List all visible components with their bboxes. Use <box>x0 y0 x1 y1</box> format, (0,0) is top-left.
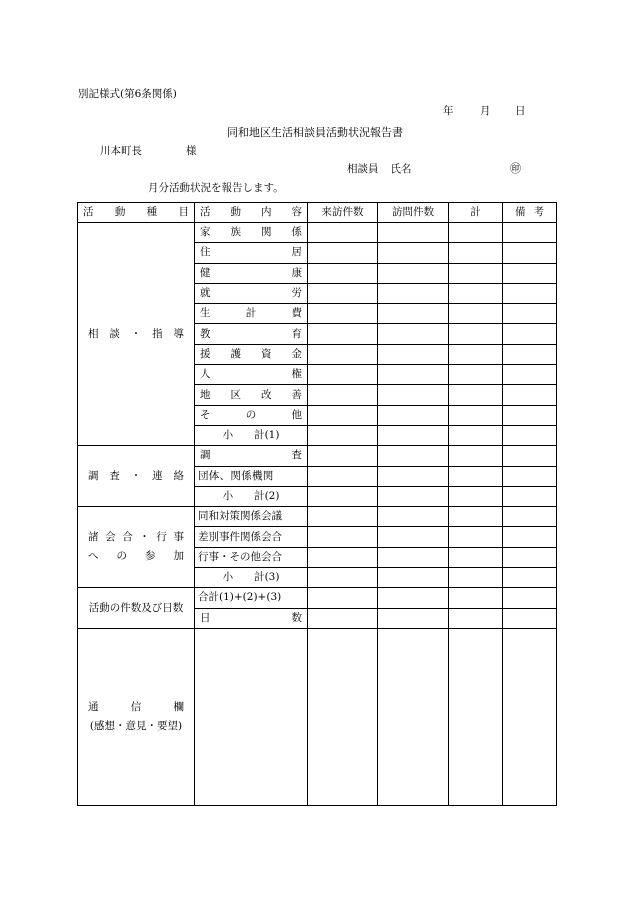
glyph: 欄 <box>173 700 184 713</box>
glyph: 健 <box>200 266 211 279</box>
glyph: 居 <box>291 246 302 259</box>
glyph: 住 <box>200 246 211 259</box>
glyph: 教 <box>200 327 211 340</box>
count-cell[interactable] <box>449 568 503 588</box>
counselor-role: 相談員 <box>347 163 379 175</box>
report-statement: 月分活動状況を報告します。 <box>148 182 284 194</box>
glyph: 会 <box>105 531 116 544</box>
count-cell[interactable] <box>449 263 503 283</box>
remarks-cell[interactable] <box>308 628 378 805</box>
item-cell <box>195 446 308 466</box>
glyph: 日 <box>200 611 211 624</box>
glyph: 改 <box>261 388 272 401</box>
count-cell[interactable] <box>378 608 449 628</box>
count-cell[interactable] <box>378 507 449 527</box>
count-cell[interactable] <box>378 385 449 405</box>
count-cell[interactable] <box>449 243 503 263</box>
count-cell[interactable] <box>308 263 378 283</box>
item-cell: 差別事件関係会合 <box>195 527 308 547</box>
glyph: 族 <box>230 226 241 239</box>
count-cell[interactable] <box>503 223 557 243</box>
count-cell[interactable] <box>308 304 378 324</box>
count-cell[interactable] <box>378 344 449 364</box>
category-investigation <box>78 446 195 507</box>
count-cell[interactable] <box>449 588 503 608</box>
glyph: 係 <box>291 226 302 239</box>
glyph: 金 <box>291 347 302 360</box>
table-row <box>78 588 557 608</box>
remarks-cell[interactable] <box>195 628 308 805</box>
count-cell[interactable] <box>308 283 378 303</box>
col-header-total: 計 <box>449 203 503 223</box>
count-cell[interactable] <box>449 344 503 364</box>
subtotal-label: 小 計 <box>222 490 265 502</box>
subtotal-number: (1) <box>264 429 280 442</box>
glyph: 就 <box>200 287 211 300</box>
glyph: 諸 <box>88 531 99 544</box>
glyph: ・ <box>139 531 150 544</box>
item-cell: 団体、関係機関 <box>195 466 308 486</box>
count-cell[interactable] <box>503 588 557 608</box>
glyph: 活 <box>200 206 211 218</box>
glyph: 事 <box>173 531 184 544</box>
count-cell[interactable] <box>503 405 557 425</box>
seal-mark: ㊞ <box>510 162 521 175</box>
activity-report-table <box>77 202 557 806</box>
count-cell[interactable] <box>449 283 503 303</box>
count-cell[interactable] <box>378 405 449 425</box>
count-cell[interactable] <box>503 425 557 445</box>
glyph: 活 <box>83 206 94 218</box>
count-cell[interactable] <box>449 223 503 243</box>
subtotal-label: 小 計 <box>222 429 265 442</box>
count-cell[interactable] <box>378 425 449 445</box>
subtotal-number: (3) <box>264 571 280 584</box>
glyph: の <box>116 550 127 563</box>
count-cell[interactable] <box>503 263 557 283</box>
glyph: 談 <box>109 327 120 340</box>
glyph: 信 <box>130 700 142 713</box>
date-year-label: 年 <box>443 105 454 117</box>
count-cell[interactable] <box>449 507 503 527</box>
glyph: 善 <box>291 388 302 401</box>
count-cell[interactable] <box>378 527 449 547</box>
subtotal-1-label <box>195 425 308 445</box>
count-cell[interactable] <box>378 243 449 263</box>
form-type-label: 別記様式(第6条関係) <box>78 88 177 100</box>
count-cell[interactable] <box>449 608 503 628</box>
glyph: 他 <box>291 408 302 421</box>
glyph: 家 <box>200 226 211 239</box>
glyph: 考 <box>533 206 544 218</box>
count-cell[interactable] <box>378 466 449 486</box>
glyph: そ <box>200 408 211 421</box>
count-cell[interactable] <box>503 324 557 344</box>
count-cell[interactable] <box>449 304 503 324</box>
glyph: ・ <box>130 327 142 340</box>
subtotal-label: 小 計 <box>222 571 265 584</box>
category-consultation <box>78 223 195 446</box>
count-cell[interactable] <box>378 304 449 324</box>
document-title: 同和地区生活相談員活動状況報告書 <box>227 126 403 139</box>
count-cell[interactable] <box>503 304 557 324</box>
glyph: 容 <box>291 206 302 218</box>
glyph: 参 <box>145 550 156 563</box>
count-cell[interactable] <box>378 324 449 344</box>
count-cell[interactable] <box>308 446 378 466</box>
count-cell[interactable] <box>449 365 503 385</box>
count-cell[interactable] <box>449 385 503 405</box>
count-cell[interactable] <box>308 385 378 405</box>
glyph: 援 <box>200 347 211 360</box>
count-cell[interactable] <box>308 527 378 547</box>
glyph: 絡 <box>173 469 184 482</box>
count-cell[interactable] <box>449 324 503 344</box>
glyph: 関 <box>261 226 272 239</box>
count-cell[interactable] <box>503 507 557 527</box>
addressee-name: 川本町長 <box>100 145 142 157</box>
glyph: 通 <box>88 700 99 713</box>
count-cell[interactable] <box>308 568 378 588</box>
subtotal-3-label <box>195 568 308 588</box>
count-cell[interactable] <box>503 385 557 405</box>
glyph: へ <box>88 550 99 563</box>
glyph: 目 <box>178 206 189 218</box>
addressee <box>100 143 197 158</box>
count-cell[interactable] <box>503 568 557 588</box>
count-cell[interactable] <box>449 486 503 506</box>
category-meetings <box>78 507 195 588</box>
count-cell[interactable] <box>503 365 557 385</box>
count-cell[interactable] <box>378 547 449 567</box>
item-cell <box>195 243 308 263</box>
count-cell[interactable] <box>503 446 557 466</box>
glyph: 資 <box>261 347 272 360</box>
glyph: 調 <box>200 449 211 462</box>
col-header-visits-received: 来訪件数 <box>308 203 378 223</box>
glyph: 合 <box>122 531 133 544</box>
col-header-category <box>78 203 195 223</box>
count-cell[interactable] <box>308 588 378 608</box>
glyph: 費 <box>291 307 302 320</box>
glyph: 計 <box>245 307 257 320</box>
col-header-content <box>195 203 308 223</box>
item-cell <box>195 223 308 243</box>
glyph: 区 <box>230 388 241 401</box>
count-cell[interactable] <box>449 547 503 567</box>
glyph: 内 <box>261 206 272 218</box>
glyph: 動 <box>114 206 126 218</box>
count-cell[interactable] <box>378 568 449 588</box>
glyph: 動 <box>230 206 241 218</box>
count-cell[interactable] <box>378 263 449 283</box>
item-cell <box>195 283 308 303</box>
table-row <box>78 223 557 243</box>
count-cell[interactable] <box>308 405 378 425</box>
glyph: 備 <box>515 206 526 218</box>
count-cell[interactable] <box>308 365 378 385</box>
count-cell[interactable] <box>503 344 557 364</box>
count-cell[interactable] <box>308 243 378 263</box>
glyph: 権 <box>291 368 302 381</box>
item-cell: 同和対策関係会議 <box>195 507 308 527</box>
item-cell <box>195 365 308 385</box>
glyph: 種 <box>146 206 158 218</box>
item-cell <box>195 263 308 283</box>
addressee-honorific: 様 <box>186 145 197 157</box>
remarks-cell[interactable] <box>449 628 503 805</box>
glyph: 指 <box>152 327 163 340</box>
count-cell[interactable] <box>308 425 378 445</box>
count-cell[interactable] <box>503 283 557 303</box>
col-header-remarks <box>503 203 557 223</box>
item-cell <box>195 385 308 405</box>
count-cell[interactable] <box>449 446 503 466</box>
count-cell[interactable] <box>378 486 449 506</box>
count-cell[interactable] <box>503 486 557 506</box>
count-cell[interactable] <box>308 486 378 506</box>
glyph: 加 <box>173 550 184 563</box>
category-communication <box>78 628 195 805</box>
glyph: 行 <box>156 531 167 544</box>
count-cell[interactable] <box>378 283 449 303</box>
count-cell[interactable] <box>308 223 378 243</box>
item-cell <box>195 344 308 364</box>
communication-sub: (感想・意見・要望) <box>89 719 183 732</box>
grand-total-label: 合計(1)+(2)+(3) <box>195 588 308 608</box>
glyph: 調 <box>88 469 99 482</box>
count-cell[interactable] <box>308 324 378 344</box>
glyph: 相 <box>88 327 99 340</box>
count-cell[interactable] <box>378 446 449 466</box>
table-header-row <box>78 203 557 223</box>
date-month-label: 月 <box>480 105 491 117</box>
glyph: 地 <box>200 388 211 401</box>
glyph: 導 <box>173 327 184 340</box>
glyph: 護 <box>230 347 241 360</box>
item-cell <box>195 304 308 324</box>
count-cell[interactable] <box>308 344 378 364</box>
glyph: 康 <box>291 266 302 279</box>
count-cell[interactable] <box>308 608 378 628</box>
item-cell: 行事・その他会合 <box>195 547 308 567</box>
glyph: 育 <box>291 327 302 340</box>
count-cell[interactable] <box>503 527 557 547</box>
col-header-visits-made: 訪問件数 <box>378 203 449 223</box>
count-cell[interactable] <box>308 466 378 486</box>
glyph: 数 <box>291 611 302 624</box>
glyph: 労 <box>291 287 302 300</box>
count-cell[interactable] <box>449 425 503 445</box>
item-cell <box>195 405 308 425</box>
count-cell[interactable] <box>503 608 557 628</box>
count-cell[interactable] <box>449 405 503 425</box>
glyph: 人 <box>200 368 211 381</box>
count-cell[interactable] <box>503 243 557 263</box>
category-activity-count: 活動の件数及び日数 <box>78 588 195 629</box>
date-day-label: 日 <box>515 105 526 117</box>
subtotal-2-label <box>195 486 308 506</box>
count-cell[interactable] <box>449 466 503 486</box>
glyph: ・ <box>130 469 142 482</box>
glyph: 査 <box>109 469 120 482</box>
table-row <box>78 446 557 466</box>
glyph: 連 <box>152 469 163 482</box>
remarks-cell[interactable] <box>378 628 449 805</box>
glyph: の <box>245 408 257 421</box>
item-cell <box>195 324 308 344</box>
count-cell[interactable] <box>503 547 557 567</box>
count-cell[interactable] <box>449 527 503 547</box>
days-label <box>195 608 308 628</box>
subtotal-number: (2) <box>264 490 280 502</box>
count-cell[interactable] <box>503 466 557 486</box>
remarks-cell[interactable] <box>503 628 557 805</box>
glyph: 査 <box>291 449 302 462</box>
count-cell[interactable] <box>378 223 449 243</box>
count-cell[interactable] <box>378 365 449 385</box>
count-cell[interactable] <box>308 507 378 527</box>
glyph: 生 <box>200 307 211 320</box>
table-row <box>78 507 557 527</box>
counselor-name-label: 氏名 <box>390 163 412 175</box>
counselor-line <box>347 161 412 176</box>
count-cell[interactable] <box>378 588 449 608</box>
remarks-row <box>78 628 557 805</box>
count-cell[interactable] <box>308 547 378 567</box>
